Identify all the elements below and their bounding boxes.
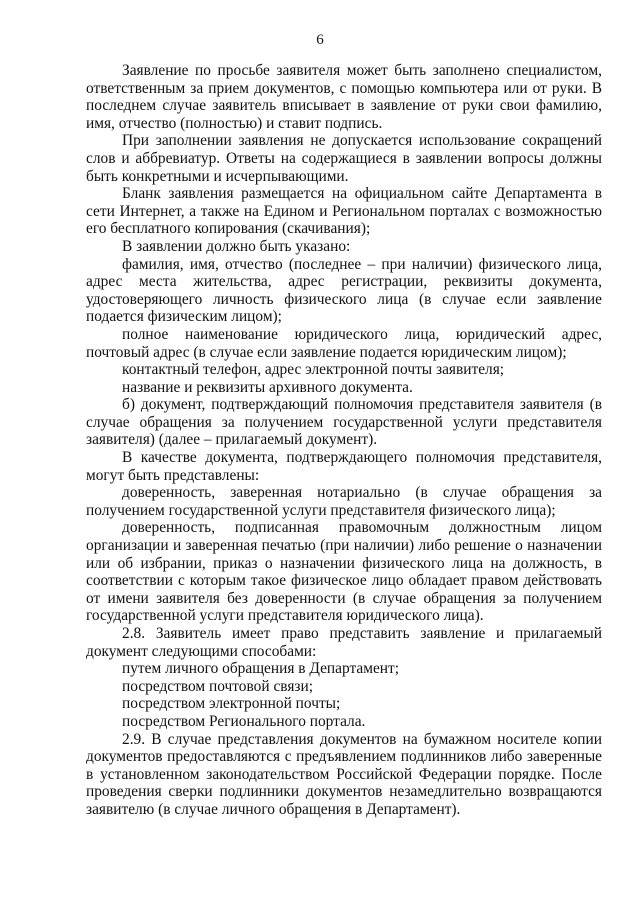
paragraph: посредством электронной почты; [122,695,341,713]
page-number: 6 [316,32,324,48]
paragraph: посредством Регионального портала. [122,712,366,730]
paragraph: Бланк заявления размещается на официальном сайте Департамента в сети Интернет, а также на Едином и Региональном порталах с возможностью его бесплатного копирования (скачивания); [86,185,602,238]
paragraph: При заполнении заявления не допускается использование сокращений слов и аббревиатур. Ответы на содержащиеся в заявлении вопросы должны быть конкретными и исчерпывающими. [86,132,602,185]
paragraph: доверенность, подписанная правомочным должностным лицом организации и заверенная печатью (при наличии) либо решение о назначении или об избрании, приказ о назначении физического лица на должность, в соответствии с которым такое физическое лицо обладает правом действовать от имени заявителя без доверенности (в случае обращения за получением государственной услуги представителя юридического лица). [86,519,602,625]
paragraph: В заявлении должно быть указано: [122,237,351,255]
document-body [86,62,602,819]
paragraph: путем личного обращения в Департамент; [122,660,400,678]
paragraph: название и реквизиты архивного документа. [122,378,413,396]
paragraph: В качестве документа, подтверждающего полномочия представителя, могут быть представлены: [86,449,602,484]
paragraph: 2.8. Заявитель имеет право представить заявление и прилагаемый документ следующими способами: [86,625,602,660]
paragraph: полное наименование юридического лица, юридический адрес, почтовый адрес (в случае если заявление подается юридическим лицом); [86,325,602,361]
paragraph: 2.9. В случае представления документов на бумажном носителе копии документов предоставляются с предъявлением подлинников либо заверенные в установленном законодательством Российской Федерации порядке. После проведения сверки подлинники документов незамедлительно возвращаются заявителю (в случае личного обращения в Департамент). [86,730,602,818]
paragraph: б) документ, подтверждающий полномочия представителя заявителя (в случае обращения за получением государственной услуги представителя заявителя) (далее – прилагаемый документ). [86,396,602,449]
paragraph: фамилия, имя, отчество (последнее – при наличии) физического лица, адрес места жительства, адрес регистрации, реквизиты документа, удостоверяющего личность физического лица (в случае если заявление подается физическим лицом); [86,255,602,326]
paragraph: контактный телефон, адрес электронной почты заявителя; [122,361,505,379]
paragraph: Заявление по просьбе заявителя может быть заполнено специалистом, ответственным за прием документов, с помощью компьютера или от руки. В последнем случае заявитель вписывает в заявление от руки свои фамилию, имя, отчество (полностью) и ставит подпись. [86,62,602,132]
paragraph: посредством почтовой связи; [122,677,314,695]
paragraph: доверенность, заверенная нотариально (в случае обращения за получением государственной услуги представителя физического лица); [86,484,602,519]
